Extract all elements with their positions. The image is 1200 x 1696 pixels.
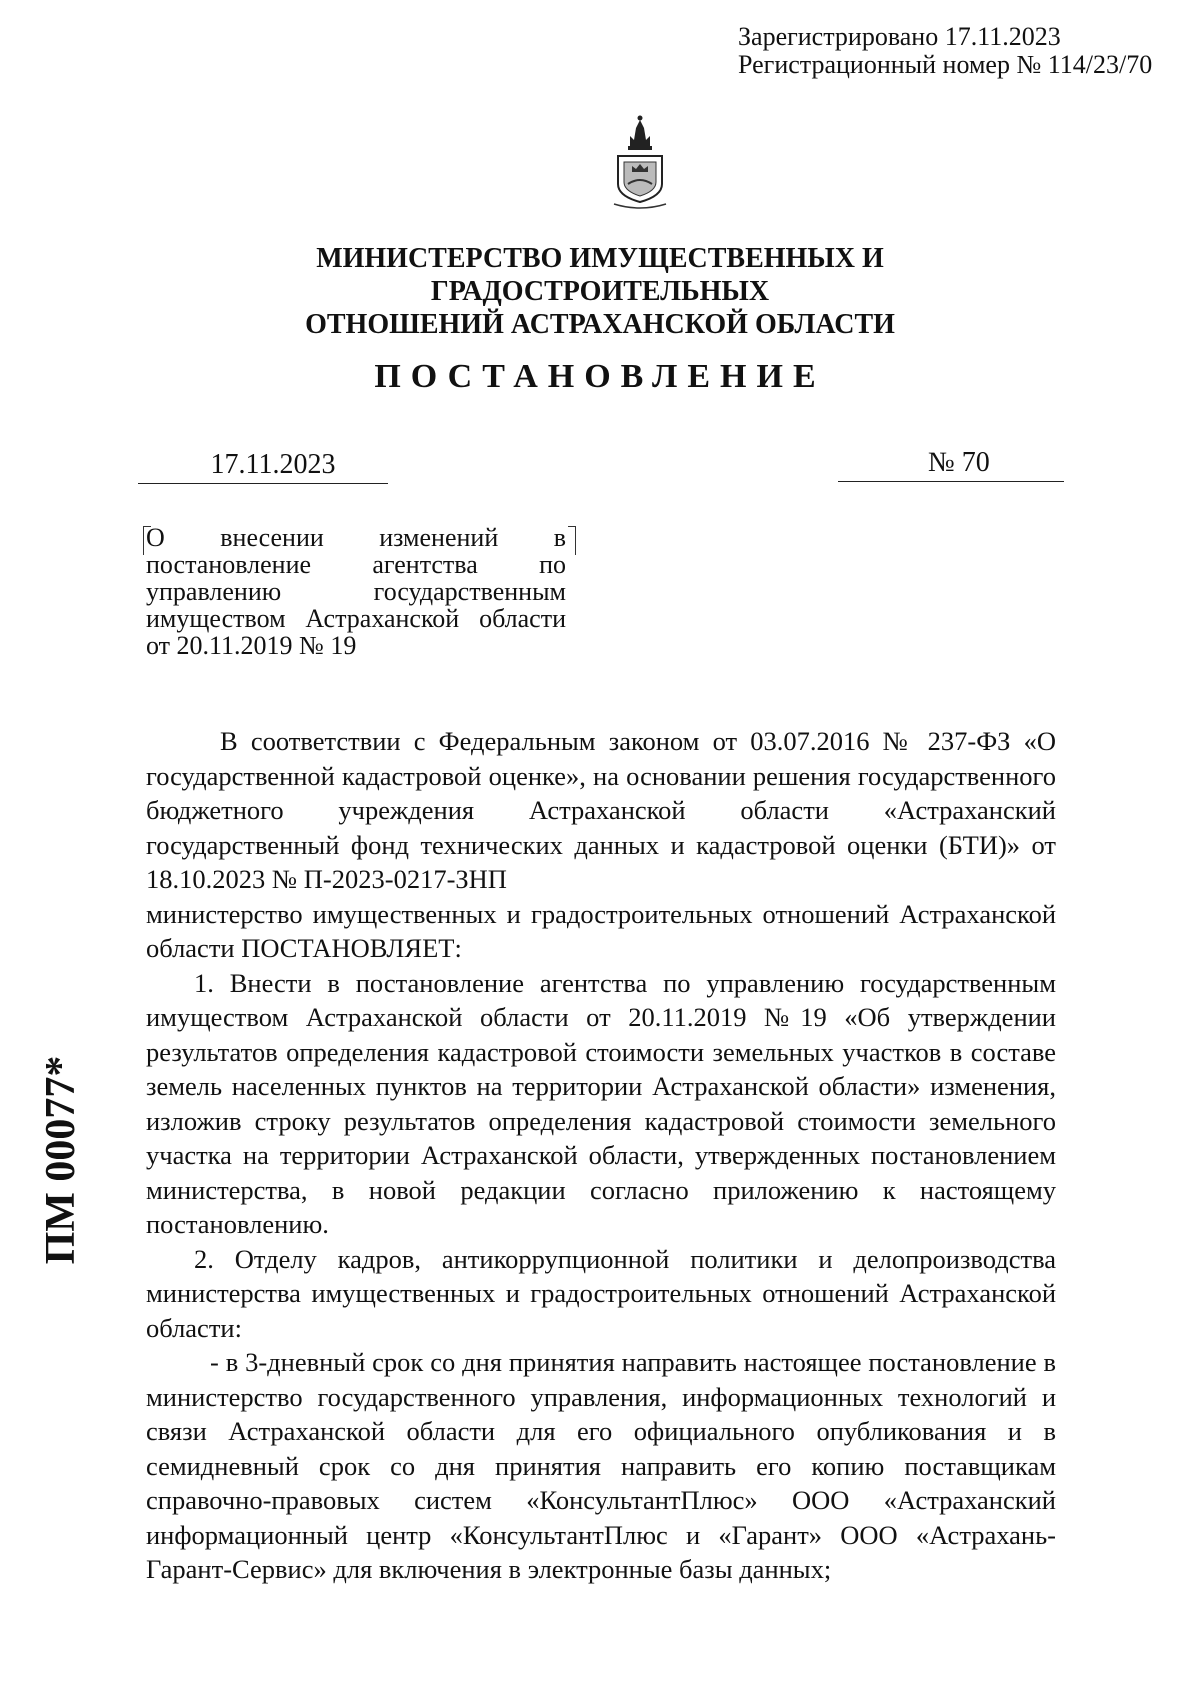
item-2-subitem-paragraph: - в 3-дневный срок со дня принятия направить настоящее постановление в министерство государственного управления, информационных технологий и связи Астраханской области для его официального опубликования и в семидневный срок со дня принятия направить его копию поставщикам справочно-правовых систем «КонсультантПлюс» ООО «Астраханский информационный центр «КонсультантПлюс и «Гарант» ООО «Астрахань-Гарант-Сервис» для включения в электронные базы данных; xyxy=(146,1347,1056,1584)
date-underline xyxy=(138,483,388,484)
document-date-field xyxy=(138,449,388,484)
document-type-title: ПОСТАНОВЛЕНИЕ xyxy=(374,358,826,395)
side-stamp: ПМ 00077* xyxy=(38,1055,84,1265)
ministry-name-line1: МИНИСТЕРСТВО ИМУЩЕСТВЕННЫХ И ГРАДОСТРОИТЕЛЬНЫХ xyxy=(316,243,884,307)
document-body xyxy=(146,724,1056,1587)
item-1-paragraph: 1. Внести в постановление агентства по управлению государственным имуществом Астраханской области от 20.11.2019 №19 «Об утверждении результатов определения кадастровой стоимости земельных участков в составе земель населенных пунктов на территории Астраханской области» изменения, изложив строку результатов определения кадастровой стоимости земельного участка на территории Астраханской области, утвержденных постановлением министерства, в новой редакции согласно приложению к настоящему постановлению. xyxy=(146,967,1056,1239)
number-underline xyxy=(838,481,1064,482)
astrakhan-coat-of-arms-icon xyxy=(608,112,672,212)
preamble-paragraph: В соответствии с Федеральным законом от 03.07.2016 № 237-ФЗ «О государственной кадастровой оценке», на основании решения государственного бюджетного учреждения Астраханской области «Астраханский государственный фонд технических данных и кадастровой оценки (БТИ)» от 18.10.2023 № П-2023-0217-ЗНП xyxy=(146,726,1056,894)
document-date: 17.11.2023 xyxy=(210,449,336,480)
resolves-paragraph: министерство имущественных и градостроительных отношений Астраханской области ПОСТАНОВЛЯЕТ: xyxy=(146,898,1056,963)
document-number: № 70 xyxy=(928,447,990,478)
registration-date: Зарегистрировано 17.11.2023 xyxy=(738,22,1061,51)
registration-number: Регистрационный номер № 114/23/70 xyxy=(738,50,1153,79)
ministry-name-line2: ОТНОШЕНИЙ АСТРАХАНСКОЙ ОБЛАСТИ xyxy=(305,309,895,340)
ministry-name xyxy=(150,242,1050,341)
document-number-field xyxy=(838,447,1064,482)
document-subject: О внесении изменений в постановление агентства по управлению государственным имуществом Астраханской области от 20.11.2019 № 19 xyxy=(146,523,566,660)
item-2-paragraph: 2. Отделу кадров, антикоррупционной политики и делопроизводства министерства имущественных и градостроительных отношений Астраханской области: xyxy=(146,1243,1056,1343)
subject-bracket-right xyxy=(568,526,576,555)
